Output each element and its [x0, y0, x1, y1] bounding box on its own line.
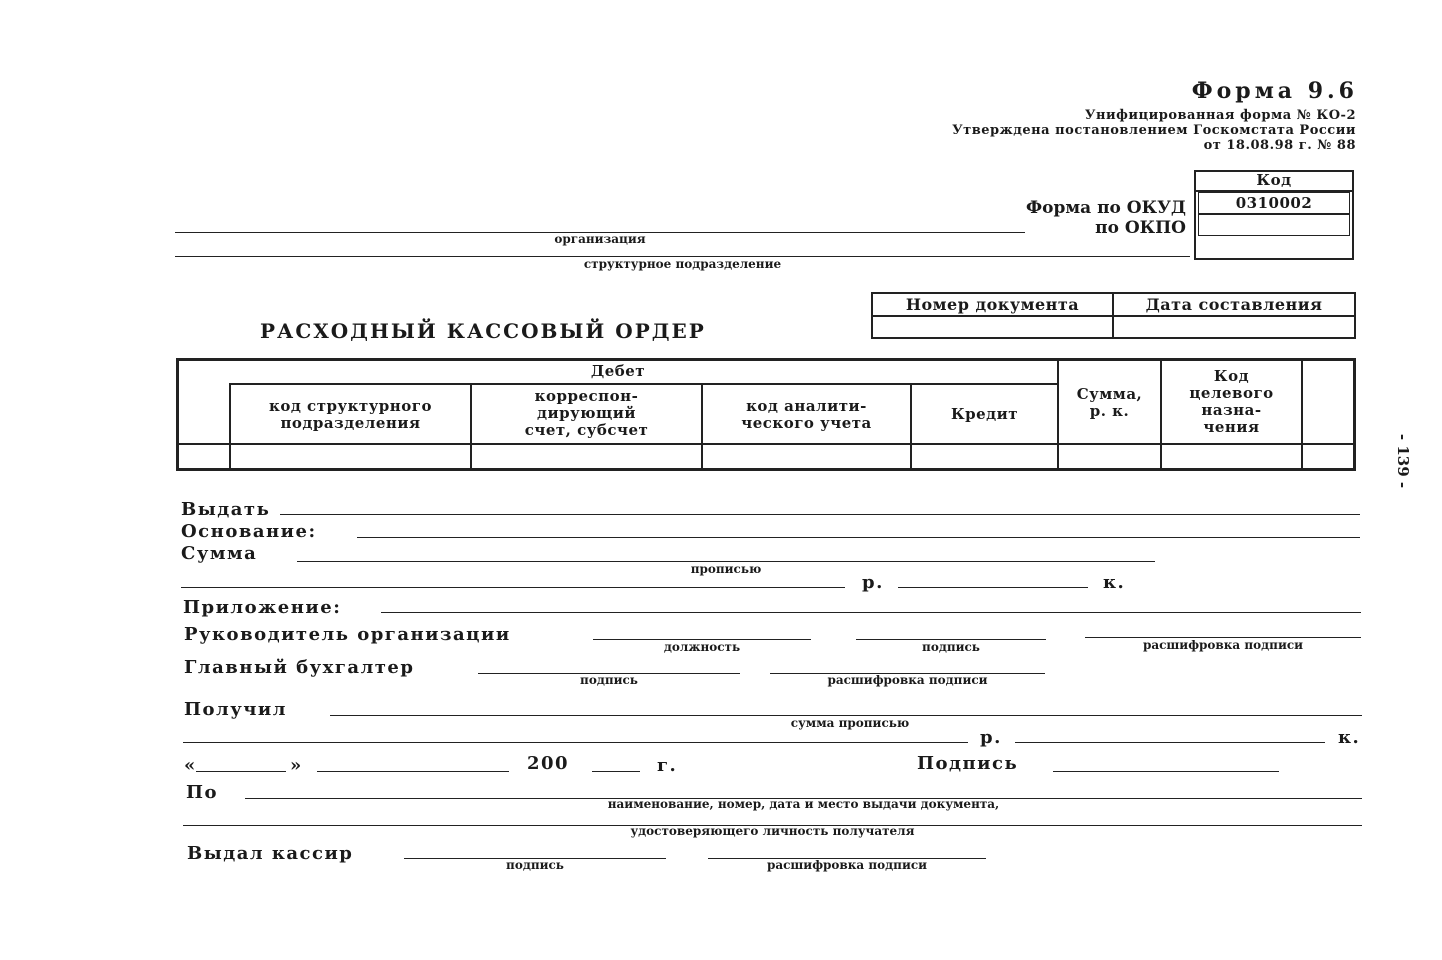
- sum-rub-label: р.: [862, 572, 884, 593]
- year-suffix: г.: [657, 755, 678, 776]
- sign-label: Подпись: [917, 753, 1019, 774]
- approval-date: от 18.08.98 г. № 88: [1203, 138, 1356, 153]
- unified-form-label: Унифицированная форма № КО-2: [1084, 108, 1356, 123]
- col-corr-account: корреспон- дирующий счет, субсчет: [524, 387, 649, 439]
- sum-in-words-caption: прописью: [690, 562, 762, 576]
- cashier-signature-caption: подпись: [506, 858, 564, 872]
- organization-caption: организация: [554, 232, 646, 246]
- basis-label: Основание:: [181, 521, 317, 542]
- doc-number-header: Номер документа: [905, 295, 1080, 314]
- received-caption: сумма прописью: [790, 716, 910, 730]
- subdivision-caption: структурное подразделение: [583, 257, 782, 271]
- identity-caption: удостоверяющего личность получателя: [630, 824, 915, 838]
- year-line[interactable]: [592, 771, 640, 772]
- okud-label: Форма по ОКУД: [1026, 198, 1186, 218]
- head-signature-caption: подпись: [922, 640, 980, 654]
- sum-kop-label: к.: [1103, 572, 1126, 593]
- head-org-label: Руководитель организации: [184, 624, 511, 645]
- document-title: РАСХОДНЫЙ КАССОВЫЙ ОРДЕР: [260, 319, 706, 343]
- sum-line-2[interactable]: [181, 587, 845, 588]
- col-analytic-code: код аналити- ческого учета: [741, 397, 872, 432]
- doc-date-header: Дата составления: [1145, 295, 1323, 314]
- cashier-decode-caption: расшифровка подписи: [766, 858, 928, 872]
- doc-number-input[interactable]: [875, 318, 1110, 336]
- chief-signature-caption: подпись: [580, 673, 638, 687]
- date-close-quote: »: [290, 755, 303, 776]
- head-position-caption: должность: [663, 640, 741, 654]
- doc-date-input[interactable]: [1116, 318, 1352, 336]
- date-open-quote: «: [184, 755, 197, 776]
- issue-line[interactable]: [280, 514, 1360, 515]
- okpo-label: по ОКПО: [1095, 218, 1186, 238]
- by-doc-caption: наименование, номер, дата и место выдачи документа,: [607, 797, 1000, 811]
- table-col-4: [910, 383, 912, 468]
- received-rub-label: р.: [980, 727, 1002, 748]
- approval-label: Утверждена постановлением Госкомстата России: [952, 123, 1356, 138]
- table-col-7: [1301, 361, 1303, 468]
- col-target-code: Код целевого назна- чения: [1189, 367, 1274, 436]
- date-day-line[interactable]: [196, 771, 286, 772]
- sign-line[interactable]: [1053, 771, 1279, 772]
- col-credit: Кредит: [950, 405, 1019, 423]
- by-label: По: [186, 782, 219, 803]
- chief-accountant-label: Главный бухгалтер: [184, 657, 415, 678]
- chief-decode-caption: расшифровка подписи: [827, 673, 988, 687]
- form-number: Форма 9.6: [1191, 78, 1358, 104]
- table-row-divider: [179, 443, 1353, 445]
- received-kop-label: к.: [1338, 727, 1361, 748]
- basis-line[interactable]: [357, 537, 1360, 538]
- col-struct-code: код структурного подразделения: [269, 397, 432, 432]
- attachment-line[interactable]: [381, 612, 1361, 613]
- okud-value: 0310002: [1235, 194, 1313, 212]
- col-sum: Сумма, р. к.: [1076, 385, 1143, 420]
- okpo-value-cell[interactable]: [1198, 214, 1350, 236]
- received-line-2[interactable]: [183, 742, 968, 743]
- date-month-line[interactable]: [317, 771, 509, 772]
- table-debit-divider: [229, 383, 1057, 385]
- attachment-label: Приложение:: [183, 597, 342, 618]
- issue-label: Выдать: [181, 499, 271, 520]
- cashier-label: Выдал кассир: [187, 843, 354, 864]
- page-number: - 139 -: [1394, 433, 1412, 489]
- head-decode-caption: расшифровка подписи: [1142, 638, 1304, 652]
- debit-header: Дебет: [590, 362, 646, 380]
- year-prefix: 200: [527, 753, 570, 774]
- code-header: Код: [1256, 171, 1292, 189]
- received-label: Получил: [184, 699, 287, 720]
- sum-kop-line[interactable]: [898, 587, 1088, 588]
- doc-box-row-divider: [873, 315, 1354, 317]
- sum-label: Сумма: [181, 543, 258, 564]
- received-kop-line[interactable]: [1015, 742, 1325, 743]
